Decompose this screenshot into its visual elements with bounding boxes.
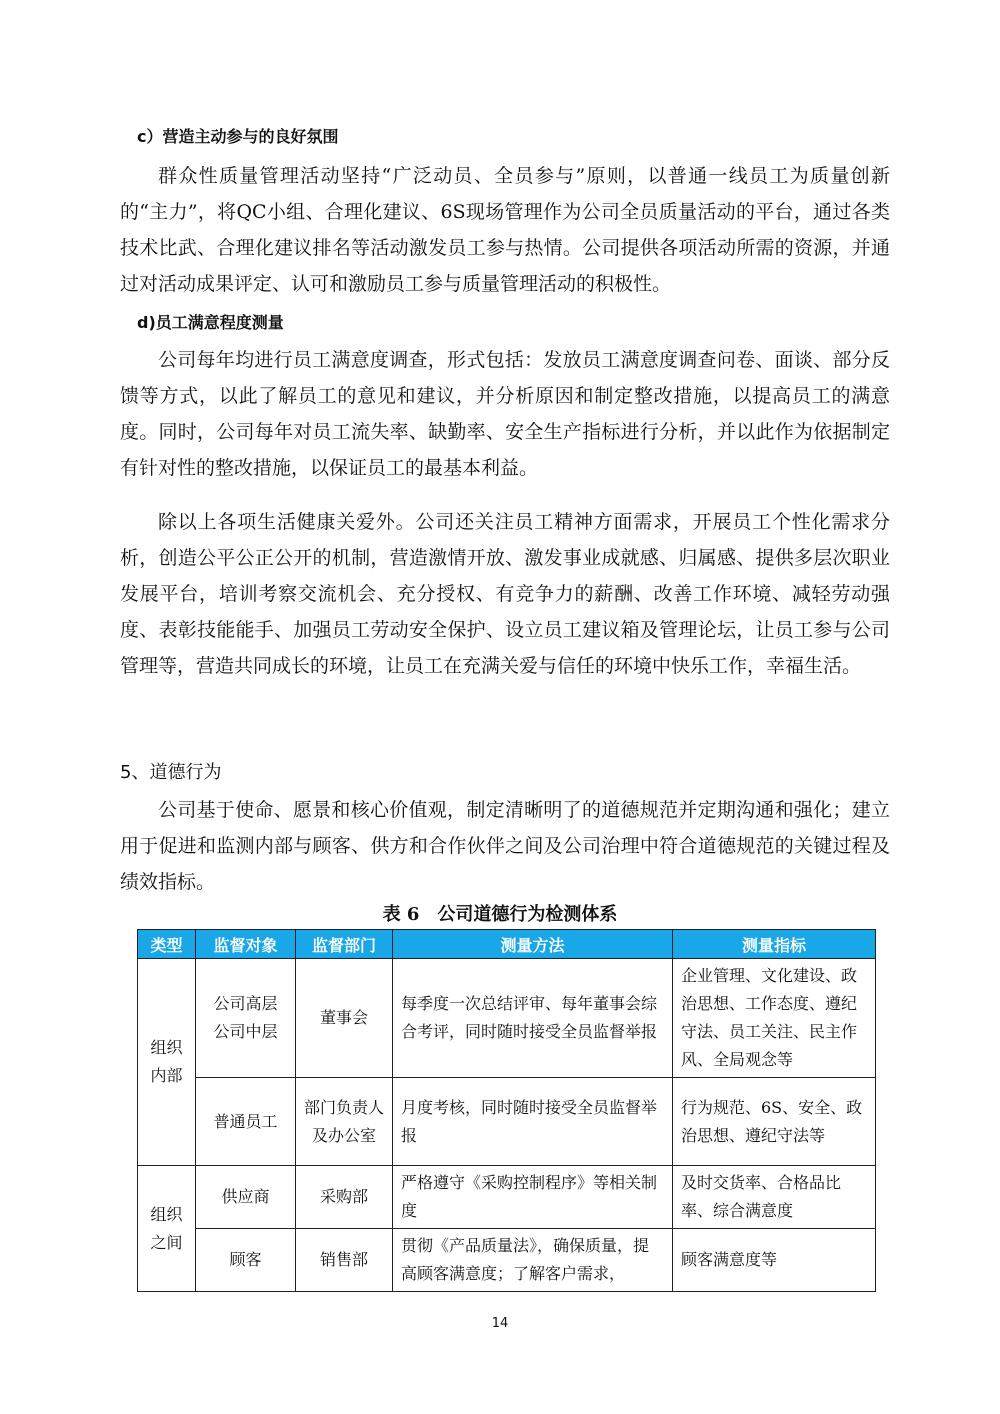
section-d-paragraph-1: 公司每年均进行员工满意度调查，形式包括：发放员工满意度调查问卷、面谈、部分反馈等方式，以此了解员工的意见和建议，并分析原因和制定整改措施，以提高员工的满意度。同时，公司每年对员工流失率、缺勤率、安全生产指标进行分析，并以此作为依据制定有针对性的整改措施，以保证员工的最基本利益。 (120, 349, 890, 479)
cell-object: 顾客 (196, 1229, 296, 1292)
header-supervising-dept: 监督部门 (296, 930, 393, 959)
group-external: 组织 之间 (138, 1166, 196, 1292)
page-number: 14 (491, 1316, 509, 1331)
section-d-heading: d)员工满意程度测量 (137, 313, 284, 332)
cell-method: 每季度一次总结评审、每年董事会综合考评，同时随时接受全员监督举报 (393, 959, 673, 1078)
cell-object: 供应商 (196, 1166, 296, 1229)
cell-metric: 企业管理、文化建设、政治思想、工作态度、遵纪守法、员工关注、民主作风、全局观念等 (673, 959, 876, 1078)
table-caption: 表 6 公司道德行为检测体系 (382, 904, 618, 925)
header-measurement-method: 测量方法 (393, 930, 673, 959)
table-header-row (138, 930, 876, 959)
section-d-paragraph-2: 除以上各项生活健康关爱外。公司还关注员工精神方面需求，开展员工个性化需求分析，创造公平公正公开的机制，营造激情开放、激发事业成就感、归属感、提供多层次职业发展平台，培训考察交流机会、充分授权、有竞争力的薪酬、改善工作环境、减轻劳动强度、表彰技能能手、加强员工劳动安全保护、设立员工建议箱及管理论坛，让员工参与公司管理等，营造共同成长的环境，让员工在充满关爱与信任的环境中快乐工作，幸福生活。 (120, 511, 890, 677)
section-c-heading: c）营造主动参与的良好氛围 (137, 127, 339, 146)
header-type: 类型 (138, 930, 196, 959)
cell-dept: 董事会 (296, 959, 393, 1078)
cell-method: 贯彻《产品质量法》，确保质量，提高顾客满意度；了解客户需求， (393, 1229, 673, 1292)
cell-metric: 顾客满意度等 (673, 1229, 876, 1292)
cell-dept: 部门负责人及办公室 (296, 1078, 393, 1166)
section-c-paragraph: 群众性质量管理活动坚持“广泛动员、全员参与”原则，以普通一线员工为质量创新的“主力”，将QC小组、合理化建议、6S现场管理作为公司全员质量活动的平台，通过各类技术比武、合理化建议排名等活动激发员工参与热情。公司提供各项活动所需的资源，并通过对活动成果评定、认可和激励员工参与质量管理活动的积极性。 (120, 165, 890, 295)
group-internal: 组织 内部 (138, 959, 196, 1166)
ethics-monitoring-table (137, 929, 876, 1292)
cell-metric: 行为规范、6S、安全、政治思想、遵纪守法等 (673, 1078, 876, 1166)
cell-method: 月度考核，同时随时接受全员监督举报 (393, 1078, 673, 1166)
table-row (138, 1078, 876, 1166)
cell-object: 公司高层 公司中层 (196, 959, 296, 1078)
table-row (138, 959, 876, 1078)
table-row (138, 1166, 876, 1229)
section-5-paragraph: 公司基于使命、愿景和核心价值观，制定清晰明了的道德规范并定期沟通和强化；建立用于促进和监测内部与顾客、供方和合作伙伴之间及公司治理中符合道德规范的关键过程及绩效指标。 (120, 799, 890, 893)
cell-object: 普通员工 (196, 1078, 296, 1166)
table-row (138, 1229, 876, 1292)
cell-dept: 销售部 (296, 1229, 393, 1292)
section-5-heading: 5、道德行为 (120, 762, 222, 783)
cell-metric: 及时交货率、合格品比率、综合满意度 (673, 1166, 876, 1229)
header-measurement-indicator: 测量指标 (673, 930, 876, 959)
cell-method: 严格遵守《采购控制程序》等相关制度 (393, 1166, 673, 1229)
header-supervised-object: 监督对象 (196, 930, 296, 959)
cell-dept: 采购部 (296, 1166, 393, 1229)
